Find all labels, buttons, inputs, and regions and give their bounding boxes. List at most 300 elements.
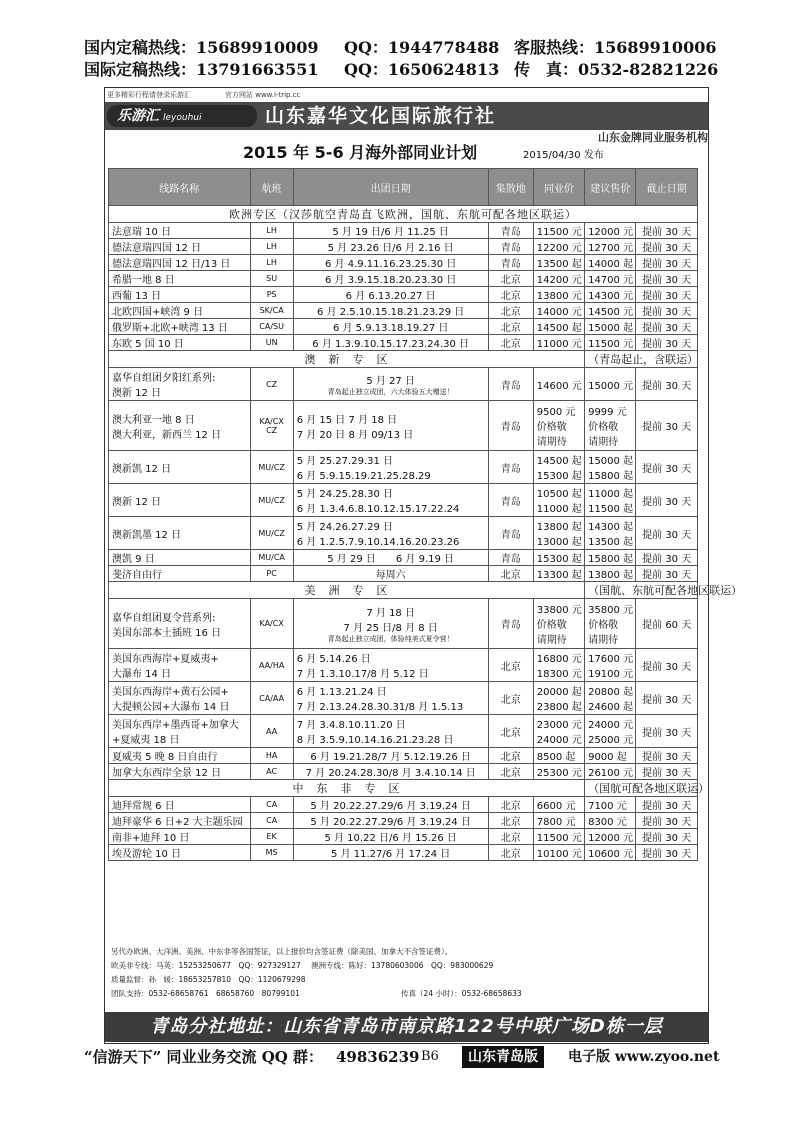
bottom-bar	[84, 1046, 724, 1070]
note-line	[111, 987, 701, 1001]
publish-date: 2015/04/30 发布	[523, 150, 604, 161]
trade-price	[533, 550, 584, 566]
route-name-line: 澳大利亚一地 8 日	[112, 414, 195, 426]
table-row	[109, 797, 698, 813]
trade-price-line: 请期待	[536, 635, 567, 646]
trade-price	[533, 682, 584, 715]
route-name	[109, 845, 251, 861]
departure-dates-line: 7 月 1.3.10.17/8 月 5.12 日	[296, 669, 429, 680]
departure-dates-line: 青岛起止独立成团，体验纯美式夏令营！	[327, 634, 454, 643]
departure-dates-line: 6 月 4.9.11.16.23.25.30 日	[325, 259, 457, 270]
section-row	[109, 351, 698, 368]
suggested-price-line: 12700 元	[588, 243, 634, 254]
suggested-price	[585, 335, 636, 351]
route-name	[109, 550, 251, 566]
deadline: 提前 30 天	[636, 797, 698, 813]
deadline: 提前 30 天	[636, 303, 698, 319]
route-name	[109, 239, 251, 255]
departure-city: 北京	[488, 649, 533, 682]
suggested-price-line: 8300 元	[588, 817, 627, 828]
suggested-price-line: 12000 元	[588, 227, 634, 238]
departure-city: 青岛	[488, 451, 533, 484]
trade-price-line: 14500 起	[536, 456, 582, 467]
suggested-price-line: 9999 元	[588, 407, 627, 418]
suggested-price	[585, 550, 636, 566]
departure-dates-line: 6 月 3.9.15.18.20.23.30 日	[325, 275, 457, 286]
route-name	[109, 748, 251, 764]
section-title: 澳 新 专 区	[109, 351, 585, 368]
route-name-line: 德法意瑞四国 12 日	[112, 243, 202, 254]
suggested-price	[585, 748, 636, 764]
suggested-price-line: 24000 元	[588, 720, 634, 731]
website-link[interactable]: 官方网站 www.i-trip.cc	[225, 91, 301, 99]
departure-dates-line: 7 月 18 日	[366, 607, 415, 619]
departure-dates	[293, 401, 488, 451]
deadline: 提前 30 天	[636, 368, 698, 401]
flight-code: KA/CX	[250, 599, 293, 649]
flight-code: LH	[250, 255, 293, 271]
suggested-price-line: 12000 元	[588, 833, 634, 844]
suggested-price	[585, 829, 636, 845]
column-header: 出团日期	[293, 169, 488, 206]
flight-code: LH	[250, 239, 293, 255]
route-name-line: 迪拜常规 6 日	[112, 801, 175, 812]
flight-code: CZ	[250, 368, 293, 401]
departure-dates	[293, 303, 488, 319]
edition-badge: 山东青岛版	[462, 1046, 544, 1068]
suggested-price	[585, 484, 636, 517]
departure-dates	[293, 649, 488, 682]
trade-price	[533, 748, 584, 764]
deadline: 提前 30 天	[636, 401, 698, 451]
departure-dates-line: 6 月 1.13.21.24 日	[296, 687, 387, 698]
route-name	[109, 319, 251, 335]
suggested-price-line: 9000 起	[588, 752, 627, 763]
trade-price-line: 11000 起	[536, 504, 582, 515]
flight-code: MU/CZ	[250, 451, 293, 484]
table-row	[109, 303, 698, 319]
departure-dates-line: 6 月 5.14.26 日	[296, 654, 371, 665]
departure-city: 北京	[488, 748, 533, 764]
flight-code: CA	[250, 813, 293, 829]
departure-dates-line: 8 月 3.5.9.10.14.16.21.23.28 日	[296, 735, 454, 746]
column-header: 截止日期	[636, 169, 698, 206]
section-row	[109, 780, 698, 797]
suggested-price-line: 20800 起	[588, 687, 634, 698]
route-name-line: 美国东西海岸+夏威夷+	[112, 654, 219, 665]
section-title: 中 东 非 专 区	[109, 780, 585, 797]
route-name-line: 希腊一地 8 日	[112, 275, 175, 286]
departure-dates-line: 5 月 27 日	[366, 375, 415, 387]
route-name-line: 东欧 5 国 10 日	[112, 339, 184, 350]
suggested-price-line: 价格敬	[588, 620, 619, 631]
departure-city: 青岛	[488, 599, 533, 649]
deadline: 提前 30 天	[636, 682, 698, 715]
suggested-price	[585, 797, 636, 813]
route-name	[109, 829, 251, 845]
trade-price	[533, 845, 584, 861]
suggested-price	[585, 255, 636, 271]
footer-notes	[111, 945, 701, 1001]
trade-price-line: 15300 起	[536, 554, 582, 565]
suggested-price	[585, 649, 636, 682]
note-text: 澳洲专线：陈好：13780603006 QQ：983000629	[311, 961, 494, 970]
suggested-price-line: 17600 元	[588, 654, 634, 665]
trade-price-line: 价格敬	[536, 422, 567, 433]
table-row	[109, 845, 698, 861]
suggested-price	[585, 566, 636, 582]
route-name	[109, 368, 251, 401]
deadline: 提前 30 天	[636, 517, 698, 550]
deadline: 提前 30 天	[636, 764, 698, 780]
route-name	[109, 764, 251, 780]
tagline: 山东金牌同业服务机构	[598, 131, 708, 144]
route-name-line: 斐济自由行	[112, 570, 162, 581]
route-name	[109, 715, 251, 748]
deadline: 提前 30 天	[636, 649, 698, 682]
flight-code: CA/SU	[250, 319, 293, 335]
suggested-price-line: 13800 起	[588, 570, 634, 581]
table-row	[109, 517, 698, 550]
suggested-price	[585, 517, 636, 550]
route-name-line: 北欧四国+峡湾 9 日	[112, 307, 204, 318]
suggested-price-line: 24600 起	[588, 702, 634, 713]
table-row	[109, 566, 698, 582]
flight-code	[250, 401, 293, 451]
route-name	[109, 599, 251, 649]
departure-city: 青岛	[488, 401, 533, 451]
route-name-line: +夏威夷 18 日	[112, 735, 180, 746]
top-strip	[105, 88, 708, 102]
table-row	[109, 223, 698, 239]
table-row	[109, 550, 698, 566]
trade-price	[533, 764, 584, 780]
deadline: 提前 30 天	[636, 223, 698, 239]
trade-price-line: 23000 元	[536, 720, 582, 731]
note-text: 欧美非专线：马英：15253250677 QQ：927329127	[111, 961, 301, 970]
flight-code-line: KA/CX	[259, 416, 284, 426]
trade-price-line: 12200 元	[536, 243, 582, 254]
table-row	[109, 682, 698, 715]
trade-price	[533, 271, 584, 287]
suggested-price-line: 14700 元	[588, 275, 634, 286]
departure-dates-line: 6 月 1.2.5.7.9.10.14.16.20.23.26	[296, 537, 460, 548]
departure-dates	[293, 287, 488, 303]
departure-dates	[293, 223, 488, 239]
suggested-price-line: 25000 元	[588, 735, 634, 746]
departure-dates-line: 6 月 1.3.4.6.8.10.12.15.17.22.24	[296, 504, 460, 515]
departure-dates-line: 5 月 11.27/6 月 17.24 日	[331, 849, 451, 860]
flight-code: CA	[250, 797, 293, 813]
route-name-line: 澳新凯 12 日	[112, 463, 172, 475]
route-name-line: 俄罗斯+北欧+峡湾 13 日	[112, 323, 228, 334]
departure-dates-line: 5 月 10.22 日/6 月 15.26 日	[324, 833, 457, 844]
flight-code: EK	[250, 829, 293, 845]
route-name-line: 澳凯 9 日	[112, 554, 155, 565]
route-name-line: 南非+迪拜 10 日	[112, 833, 190, 844]
departure-city: 青岛	[488, 239, 533, 255]
trade-price-line: 9500 元	[536, 407, 576, 418]
table-row	[109, 319, 698, 335]
intl-hotline: 国际定稿热线：13791663551	[84, 60, 319, 79]
suggested-price	[585, 682, 636, 715]
hotline-row-1	[84, 38, 724, 58]
flight-code-line: CZ	[266, 425, 278, 435]
deadline: 提前 30 天	[636, 255, 698, 271]
route-name-line: 澳新凯墨 12 日	[112, 529, 182, 541]
table-row	[109, 287, 698, 303]
note-text: 另代办欧洲、大洋洲、美洲、中东非等各国签证，以上报价均含签证费（除美国、加拿大不含签证费）。	[111, 947, 453, 956]
route-name-line: 澳新 12 日	[112, 496, 162, 508]
deadline: 提前 30 天	[636, 239, 698, 255]
brand-logo: 乐游汇 leyouhui	[107, 105, 257, 127]
departure-dates	[293, 748, 488, 764]
departure-dates-line: 5 月 20.22.27.29/6 月 3.19.24 日	[310, 817, 471, 828]
route-name-line: 埃及游轮 10 日	[112, 849, 182, 860]
departure-dates-line: 6 月 5.9.13.18.19.27 日	[332, 323, 449, 334]
departure-dates-line: 5 月 29 日 6 月 9.19 日	[327, 554, 455, 565]
flight-code: SK/CA	[250, 303, 293, 319]
trade-price	[533, 303, 584, 319]
departure-city: 青岛	[488, 484, 533, 517]
section-note: （国航可配各地区联运）	[585, 780, 698, 797]
trade-price	[533, 368, 584, 401]
trade-price-line: 请期待	[536, 437, 567, 448]
trade-price	[533, 484, 584, 517]
trade-price	[533, 335, 584, 351]
trade-price-line: 20000 起	[536, 687, 582, 698]
suggested-price	[585, 715, 636, 748]
departure-dates-line: 7 月 20 日 8 月 09/13 日	[296, 429, 414, 441]
deadline: 提前 30 天	[636, 845, 698, 861]
suggested-price	[585, 401, 636, 451]
departure-dates-line: 6 月 15 日 7 月 18 日	[296, 414, 398, 426]
trade-price-line: 14200 元	[536, 275, 582, 286]
trade-price-line: 13000 起	[536, 537, 582, 548]
suggested-price	[585, 223, 636, 239]
trade-price	[533, 829, 584, 845]
table-row	[109, 764, 698, 780]
departure-dates-line: 6 月 5.9.15.19.21.25.28.29	[296, 471, 431, 482]
trade-price-line: 13800 元	[536, 291, 582, 302]
departure-dates-line: 6 月 1.3.9.10.15.17.23.24.30 日	[312, 339, 470, 350]
route-name-line: 嘉华自组团夏令营系列:	[112, 612, 216, 624]
route-name	[109, 797, 251, 813]
deadline: 提前 30 天	[636, 829, 698, 845]
suggested-price-line: 15000 起	[588, 456, 634, 467]
tour-plan-table	[108, 168, 743, 861]
route-name-line: 法意瑞 10 日	[112, 227, 172, 238]
trade-price-line: 13800 起	[536, 522, 582, 533]
flight-code: MU/CZ	[250, 517, 293, 550]
route-name	[109, 223, 251, 239]
section-note: （国航、东航可配各地区联运）	[585, 582, 698, 599]
trade-price-line: 13500 起	[536, 259, 582, 270]
deadline: 提前 60 天	[636, 599, 698, 649]
flight-code: MU/CZ	[250, 484, 293, 517]
flight-code: AA/HA	[250, 649, 293, 682]
table-row	[109, 368, 698, 401]
departure-city: 北京	[488, 797, 533, 813]
service-hotline: 客服热线：15689910006	[514, 38, 717, 57]
route-name	[109, 484, 251, 517]
route-name	[109, 303, 251, 319]
flight-code: PC	[250, 566, 293, 582]
column-header: 航班	[250, 169, 293, 206]
departure-dates	[293, 566, 488, 582]
flight-code: CA/AA	[250, 682, 293, 715]
route-name	[109, 517, 251, 550]
trade-price-line: 11500 元	[536, 833, 582, 844]
departure-dates	[293, 682, 488, 715]
note-line	[111, 945, 701, 959]
trade-price	[533, 255, 584, 271]
note-text: 质量监督：孙 媛：18653257810 QQ：1120679298	[111, 975, 306, 984]
route-name	[109, 255, 251, 271]
departure-city: 北京	[488, 764, 533, 780]
table-row	[109, 813, 698, 829]
trade-price	[533, 517, 584, 550]
departure-dates	[293, 599, 488, 649]
suggested-price	[585, 845, 636, 861]
departure-dates	[293, 451, 488, 484]
suggested-price-line: 11500 元	[588, 339, 634, 350]
departure-dates-line: 青岛起止独立成团，六大体验五大赠送！	[327, 387, 454, 396]
section-title: 欧洲专区（汉莎航空青岛直飞欧洲，国航、东航可配各地区联运）	[109, 206, 698, 223]
suggested-price	[585, 271, 636, 287]
departure-dates-line: 6 月 19.21.28/7 月 5.12.19.26 日	[310, 752, 471, 763]
route-name	[109, 682, 251, 715]
suggested-price-line: 15000 元	[588, 380, 634, 392]
route-name	[109, 649, 251, 682]
flight-code: PS	[250, 287, 293, 303]
flight-code: HA	[250, 748, 293, 764]
departure-city: 青岛	[488, 255, 533, 271]
deadline: 提前 30 天	[636, 813, 698, 829]
trade-price	[533, 649, 584, 682]
eedition-site[interactable]: 电子版 www.zyoo.net	[568, 1049, 720, 1065]
departure-dates-line: 7 月 3.4.8.10.11.20 日	[296, 720, 406, 731]
route-name-line: 美国东部本土插班 16 日	[112, 627, 222, 639]
trade-price-line: 16800 元	[536, 654, 582, 665]
departure-dates-line: 6 月 2.5.10.15.18.21.23.29 日	[317, 307, 465, 318]
departure-city: 北京	[488, 829, 533, 845]
agency-name: 山东嘉华文化国际旅行社	[265, 105, 497, 127]
departure-dates-line: 7 月 25 日/8 月 8 日	[343, 622, 438, 634]
flight-code: AC	[250, 764, 293, 780]
departure-dates-line: 7 月 20.24.28.30/8 月 3.4.10.14 日	[305, 768, 476, 779]
table-row	[109, 715, 698, 748]
suggested-price-line: 请期待	[588, 635, 619, 646]
departure-dates	[293, 335, 488, 351]
trade-price	[533, 797, 584, 813]
column-header: 线路名称	[109, 169, 251, 206]
route-name-line: 西葡 13 日	[112, 291, 162, 302]
trade-price-line: 10500 起	[536, 489, 582, 500]
departure-city: 北京	[488, 287, 533, 303]
table-row	[109, 239, 698, 255]
suggested-price-line: 19100 元	[588, 669, 634, 680]
departure-dates-line: 7 月 2.13.24.28.30.31/8 月 1.5.13	[296, 702, 464, 713]
plan-sheet	[104, 87, 743, 1044]
trade-price-line: 14600 元	[536, 380, 582, 392]
table-row	[109, 599, 698, 649]
departure-dates-line: 6 月 6.13.20.27 日	[345, 291, 436, 302]
trade-price	[533, 715, 584, 748]
table-row	[109, 255, 698, 271]
trade-price	[533, 451, 584, 484]
table-row	[109, 649, 698, 682]
domestic-hotline: 国内定稿热线：15689910009	[84, 38, 319, 57]
departure-dates	[293, 255, 488, 271]
column-header: 建议售价	[585, 169, 636, 206]
suggested-price-line: 15000 起	[588, 323, 634, 334]
deadline: 提前 30 天	[636, 271, 698, 287]
table-row	[109, 484, 698, 517]
departure-city: 北京	[488, 335, 533, 351]
promo-text: 更多精彩行程请登录乐游汇	[107, 91, 191, 99]
trade-price	[533, 566, 584, 582]
page-number: B6	[421, 1049, 439, 1064]
departure-dates	[293, 715, 488, 748]
suggested-price-line: 14500 元	[588, 307, 634, 318]
trade-price-line: 8500 起	[536, 752, 576, 763]
suggested-price-line: 15800 起	[588, 471, 634, 482]
fax: 传 真：0532-82821226	[514, 60, 719, 79]
departure-city: 北京	[488, 813, 533, 829]
trade-price	[533, 239, 584, 255]
trade-price-line: 23800 起	[536, 702, 582, 713]
route-name-line: 美国东西岸+墨西哥+加拿大	[112, 720, 239, 731]
suggested-price	[585, 319, 636, 335]
deadline: 提前 30 天	[636, 451, 698, 484]
route-name-line: 美国东西海岸+黄石公园+	[112, 687, 229, 698]
branch-address: 青岛分社地址：山东省青岛市南京路122号中联广场D栋一层	[105, 1012, 708, 1042]
departure-dates	[293, 517, 488, 550]
departure-dates-line: 5 月 24.26.27.29 日	[296, 522, 394, 533]
note-text: 团队支持：0532-68658761 68658760 80799101	[111, 989, 300, 998]
departure-city: 北京	[488, 682, 533, 715]
suggested-price	[585, 451, 636, 484]
departure-city: 青岛	[488, 368, 533, 401]
route-name-line: 迪拜豪华 6 日+2 大主题乐园	[112, 817, 243, 828]
departure-dates-line: 5 月 23.26 日/6 月 2.16 日	[327, 243, 454, 254]
section-row	[109, 206, 698, 223]
departure-city: 青岛	[488, 550, 533, 566]
departure-city: 北京	[488, 271, 533, 287]
route-name	[109, 813, 251, 829]
suggested-price	[585, 287, 636, 303]
departure-dates	[293, 368, 488, 401]
route-name	[109, 451, 251, 484]
table-row	[109, 829, 698, 845]
route-name-line: 大提顿公园+大瀑布 14 日	[112, 702, 230, 713]
departure-city: 北京	[488, 566, 533, 582]
departure-dates	[293, 829, 488, 845]
departure-dates-line: 5 月 24.25.28.30 日	[296, 489, 394, 500]
deadline: 提前 30 天	[636, 550, 698, 566]
suggested-price-line: 26100 元	[588, 768, 634, 779]
trade-price-line: 25300 元	[536, 768, 582, 779]
trade-price-line: 33800 元	[536, 605, 582, 616]
departure-dates	[293, 813, 488, 829]
flight-code: MS	[250, 845, 293, 861]
trade-price	[533, 813, 584, 829]
departure-city: 青岛	[488, 223, 533, 239]
route-name-line: 嘉华自组团夕阳红系列:	[112, 373, 216, 384]
departure-city: 青岛	[488, 517, 533, 550]
page-title: 2015 年 5-6 月海外部同业计划	[243, 143, 478, 162]
